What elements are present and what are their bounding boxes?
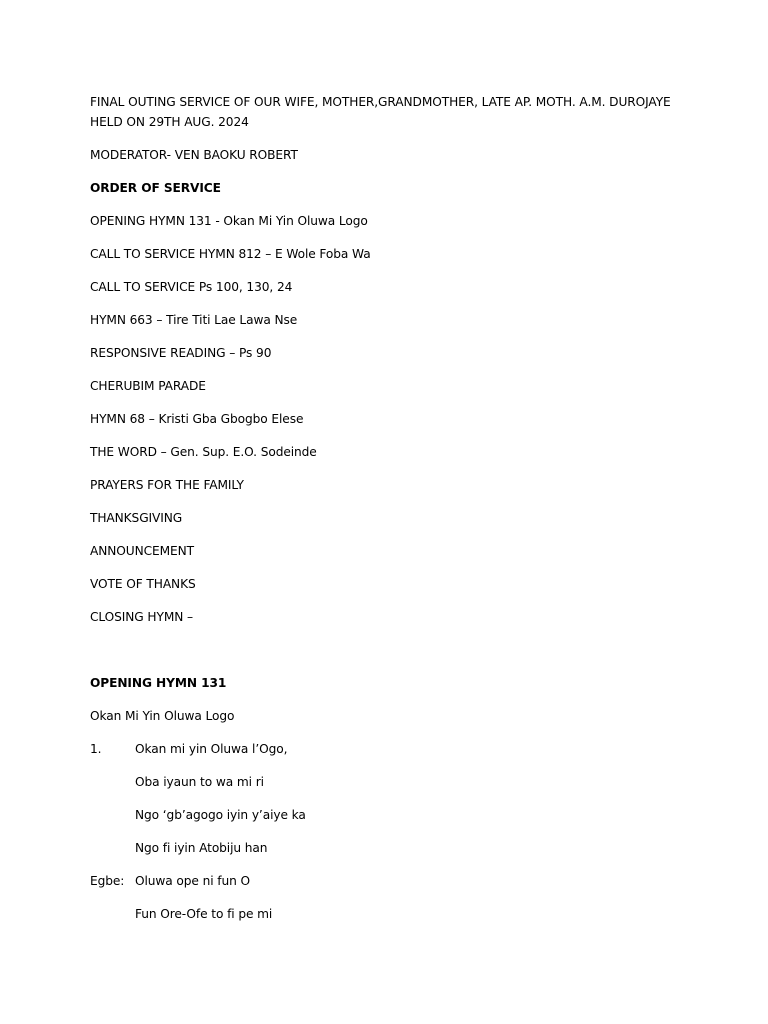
order-item: THANKSGIVING: [90, 511, 183, 525]
hymn-verse: [90, 739, 690, 858]
hymn-chorus: [90, 871, 690, 924]
verse-text: Ngo fi iyin Atobiju han: [135, 841, 268, 855]
verse-number: 1.: [90, 742, 102, 756]
chorus-label: Egbe:: [90, 874, 125, 888]
verse-line: [90, 805, 690, 825]
document-title: FINAL OUTING SERVICE OF OUR WIFE, MOTHER,GRANDMOTHER, LATE AP. MOTH. A.M. DUROJAYE HELD ON 29TH AUG. 2024: [90, 95, 671, 129]
chorus-line: [90, 871, 690, 891]
hymn-heading: OPENING HYMN 131: [90, 676, 227, 690]
verse-line: [90, 772, 690, 792]
order-item: PRAYERS FOR THE FAMILY: [90, 478, 244, 492]
order-item: CLOSING HYMN –: [90, 610, 194, 624]
order-of-service-heading: ORDER OF SERVICE: [90, 181, 221, 195]
order-item: ANNOUNCEMENT: [90, 544, 194, 558]
verse-text: Oba iyaun to wa mi ri: [135, 775, 264, 789]
hymn-title: Okan Mi Yin Oluwa Logo: [90, 709, 235, 723]
document-page: [90, 92, 690, 937]
order-item: THE WORD – Gen. Sup. E.O. Sodeinde: [90, 445, 317, 459]
chorus-line: [90, 904, 690, 924]
verse-indent: [90, 838, 135, 858]
verse-line: [90, 838, 690, 858]
verse-indent: [90, 805, 135, 825]
order-item: OPENING HYMN 131 - Okan Mi Yin Oluwa Logo: [90, 214, 368, 228]
verse-indent: [90, 772, 135, 792]
order-of-service-list: [90, 211, 690, 627]
chorus-text: Fun Ore-Ofe to fi pe mi: [135, 907, 273, 921]
moderator-line: MODERATOR- VEN BAOKU ROBERT: [90, 148, 298, 162]
order-item: CALL TO SERVICE Ps 100, 130, 24: [90, 280, 293, 294]
verse-text: Ngo ‘gb’agogo iyin y’aiye ka: [135, 808, 306, 822]
verse-text: Okan mi yin Oluwa l’Ogo,: [135, 742, 288, 756]
chorus-text: Oluwa ope ni fun O: [135, 874, 250, 888]
order-item: VOTE OF THANKS: [90, 577, 196, 591]
order-item: HYMN 663 – Tire Titi Lae Lawa Nse: [90, 313, 298, 327]
order-item: HYMN 68 – Kristi Gba Gbogbo Elese: [90, 412, 304, 426]
order-item: CALL TO SERVICE HYMN 812 – E Wole Foba Wa: [90, 247, 371, 261]
verse-line: [90, 739, 690, 759]
order-item: CHERUBIM PARADE: [90, 379, 206, 393]
order-item: RESPONSIVE READING – Ps 90: [90, 346, 272, 360]
section-spacer: [90, 640, 690, 673]
chorus-indent: [90, 904, 135, 924]
